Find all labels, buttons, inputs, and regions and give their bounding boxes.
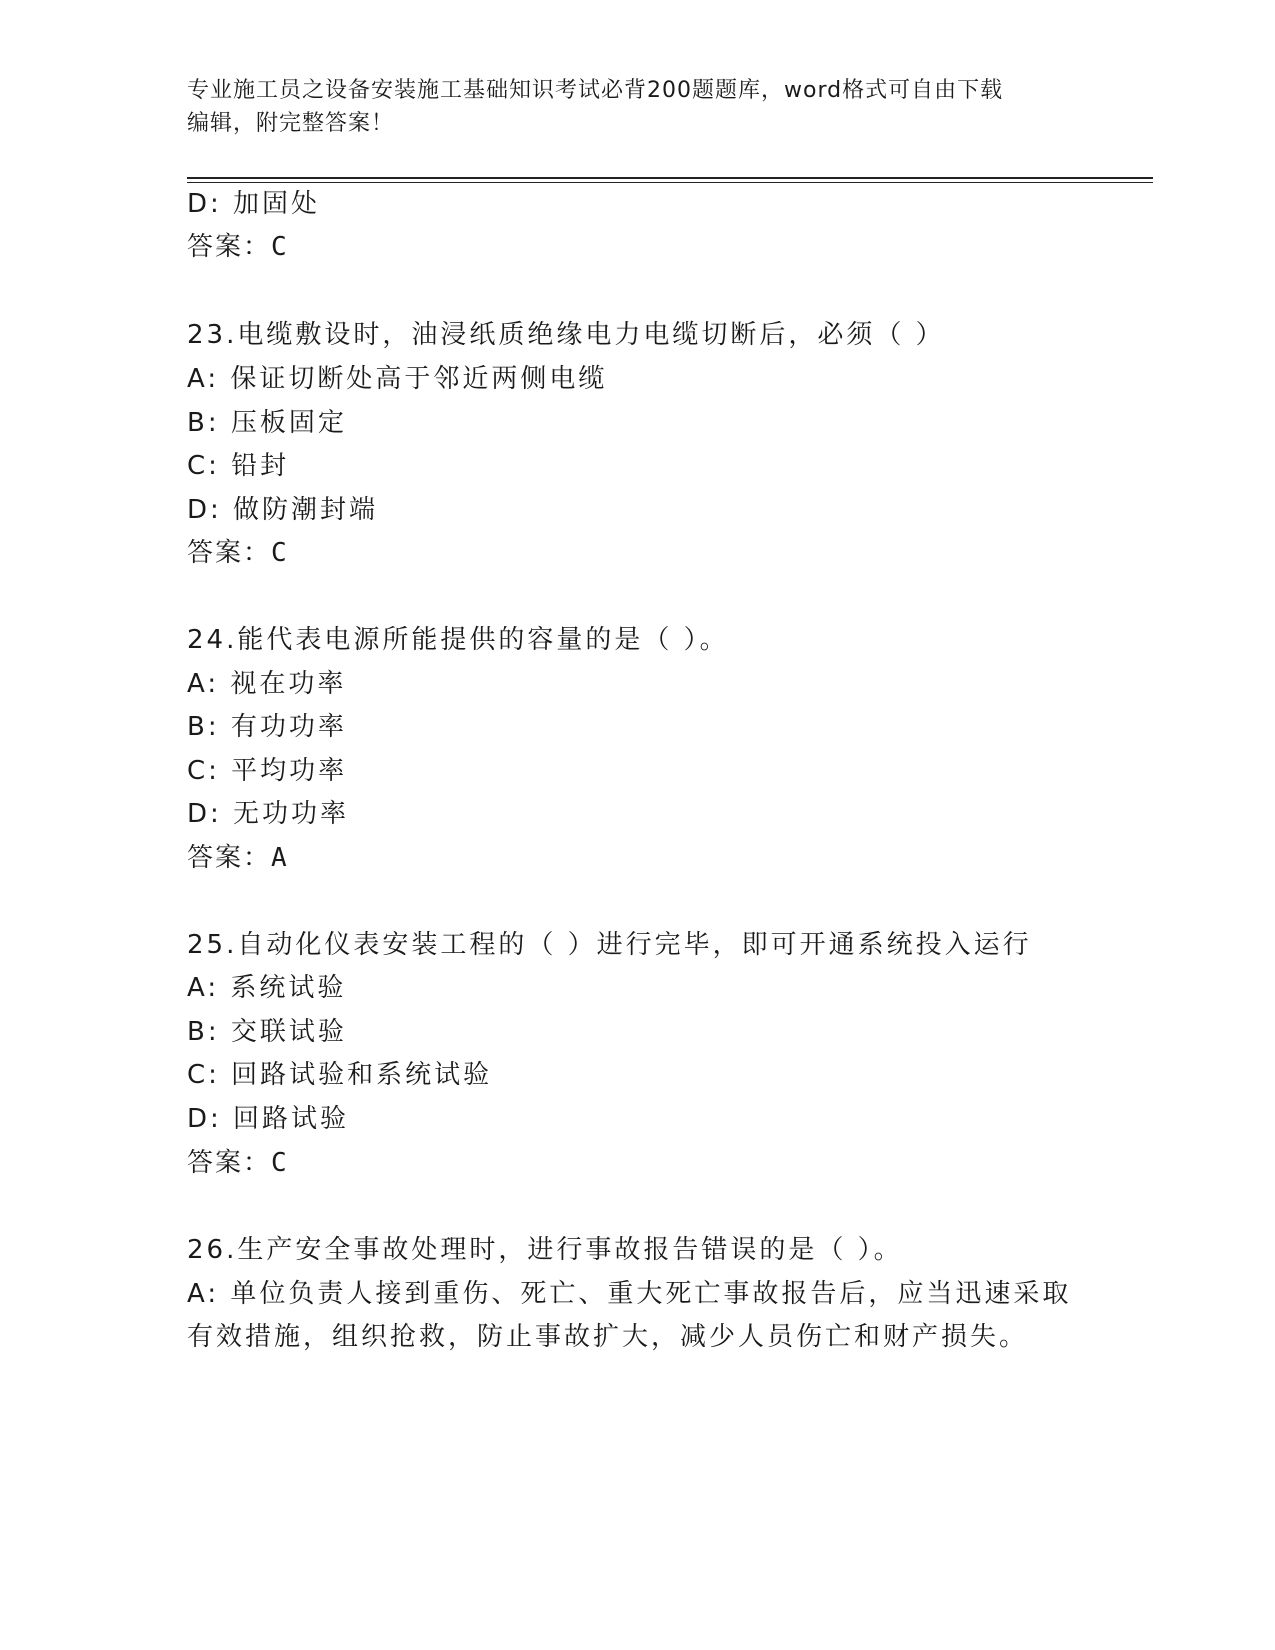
question-23-answer — [187, 538, 289, 568]
answer-previous — [187, 232, 289, 262]
header-line-1: 专业施工员之设备安装施工基础知识考试必背200题题库，word格式可自由下载 — [187, 78, 1004, 103]
question-25-option-c: C: 回路试验和系统试验 — [187, 1060, 493, 1090]
question-24-answer — [187, 843, 289, 873]
question-24-option-c: C: 平均功率 — [187, 756, 348, 786]
answer-label: 答案： — [187, 538, 272, 568]
document-header — [187, 74, 1067, 140]
header-divider-thick — [187, 177, 1153, 179]
answer-value: A — [271, 843, 289, 873]
question-25-stem: 25.自动化仪表安装工程的（ ）进行完毕，即可开通系统投入运行 — [187, 930, 1032, 960]
question-23-stem: 23.电缆敷设时，油浸纸质绝缘电力电缆切断后，必须（ ） — [187, 320, 945, 350]
question-25-option-a: A: 系统试验 — [187, 973, 347, 1003]
question-25-answer — [187, 1148, 289, 1178]
question-24-stem: 24.能代表电源所能提供的容量的是（ ）。 — [187, 625, 729, 655]
question-24-option-a: A: 视在功率 — [187, 669, 347, 699]
question-23-option-d: D: 做防潮封端 — [187, 495, 379, 525]
answer-label: 答案： — [187, 1148, 272, 1178]
question-26-option-a: A: 单位负责人接到重伤、死亡、重大死亡事故报告后，应当迅速采取 — [187, 1279, 1072, 1309]
question-23-option-a: A: 保证切断处高于邻近两侧电缆 — [187, 364, 608, 394]
answer-value: C — [271, 232, 289, 262]
question-24-option-b: B: 有功功率 — [187, 712, 347, 742]
answer-label: 答案： — [187, 232, 272, 262]
question-25-option-b: B: 交联试验 — [187, 1017, 347, 1047]
question-25-option-d: D: 回路试验 — [187, 1104, 350, 1134]
option-d-previous: D: 加固处 — [187, 189, 321, 219]
header-line-2: 编辑，附完整答案！ — [187, 111, 395, 136]
question-23-option-b: B: 压板固定 — [187, 408, 347, 438]
question-23-option-c: C: 铅封 — [187, 451, 290, 481]
answer-label: 答案： — [187, 843, 272, 873]
question-26-option-a-continued: 有效措施，组织抢救，防止事故扩大，减少人员伤亡和财产损失。 — [187, 1322, 1029, 1352]
question-24-option-d: D: 无功功率 — [187, 799, 350, 829]
header-divider-thin — [187, 182, 1153, 183]
answer-value: C — [271, 538, 289, 568]
question-26-stem: 26.生产安全事故处理时，进行事故报告错误的是（ ）。 — [187, 1235, 903, 1265]
answer-value: C — [271, 1148, 289, 1178]
